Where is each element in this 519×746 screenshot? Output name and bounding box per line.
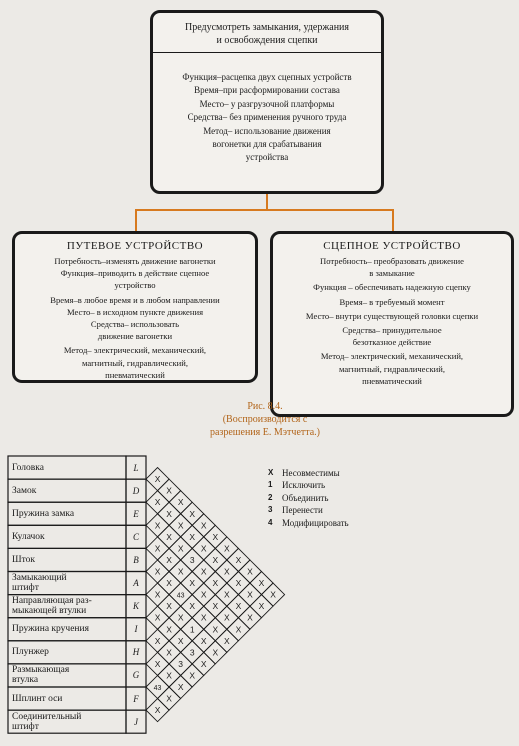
matrix-cell-mark: X: [247, 589, 253, 600]
matrix-row-letter: A: [133, 578, 139, 588]
matrix-cell-mark: X: [189, 578, 196, 589]
matrix-row-letter: D: [132, 485, 140, 496]
matrix-cell-mark: X: [154, 543, 161, 554]
matrix-cell-mark: X: [235, 554, 242, 565]
matrix-cell-mark: 3: [189, 647, 195, 658]
matrix-cell-mark: X: [258, 578, 265, 589]
matrix-cell-mark: X: [200, 635, 207, 646]
coupling-device-details: Потребность– преобразовать движение в замыкание Функция – обеспечивать надежную сцепку Время– в требуемый момент Место– внутри существующей головки сцепки Средства– принудительное безотказное действие Метод– электрический, механический, магнитный, гидравлический, пневматический: [305, 256, 479, 386]
matrix-row-letter: E: [133, 508, 139, 519]
matrix-cell-mark: X: [200, 543, 207, 554]
matrix-cell-mark: X: [247, 566, 253, 577]
matrix-cell-mark: X: [166, 670, 172, 681]
matrix-cell-mark: X: [154, 474, 161, 485]
matrix-row-letter: L: [133, 462, 139, 473]
matrix-cell-mark: X: [177, 612, 184, 623]
figure-caption: Рис. 8.4. (Воспроизводится с разрешения Е. Мэтчетта.): [209, 401, 321, 438]
matrix-row-letter: F: [133, 693, 139, 704]
matrix-cell-mark: 43: [153, 685, 162, 692]
legend-item: X Несовместимы: [268, 468, 340, 478]
matrix-row-label: Плунжер: [12, 647, 49, 658]
matrix-cell-mark: X: [235, 624, 242, 635]
matrix-row-label: Пружина замка: [12, 508, 75, 519]
matrix-cell-mark: 43: [176, 592, 185, 600]
matrix-cell-mark: X: [166, 693, 172, 704]
matrix-cell-mark: X: [154, 589, 161, 600]
matrix-row-label: Головка: [12, 462, 44, 473]
matrix-cell-mark: X: [258, 601, 265, 612]
goal-heading: Предусмотреть замыкания, удержания и освобождения сцепки: [153, 13, 381, 53]
matrix-row-letter: K: [132, 601, 139, 612]
matrix-cell-mark: 3: [178, 658, 184, 669]
matrix-cell-mark: X: [212, 531, 219, 542]
matrix-cell-mark: X: [212, 578, 219, 589]
matrix-row-letter: C: [132, 531, 139, 542]
matrix-cell-mark: 3: [189, 554, 195, 565]
matrix-cell-mark: X: [224, 543, 230, 554]
matrix-cell-mark: X: [154, 612, 161, 623]
matrix-cell-mark: X: [166, 531, 172, 542]
matrix-cell-mark: X: [189, 601, 196, 612]
legend-item: 2 Объединить: [268, 492, 329, 503]
matrix-cell-mark: X: [166, 508, 172, 519]
matrix-row-label: Замыкающий штифт: [12, 573, 67, 593]
matrix-row-letter: G: [132, 670, 140, 681]
matrix-cell-mark: X: [177, 682, 184, 692]
matrix-cell-mark: X: [189, 508, 196, 519]
matrix-cell-mark: X: [212, 624, 219, 635]
matrix-cell-mark: X: [177, 497, 184, 508]
matrix-row-label: Кулачок: [12, 531, 45, 542]
matrix-cell-mark: X: [154, 658, 161, 669]
matrix-row-label: Замок: [12, 485, 37, 496]
matrix-cell-mark: X: [224, 566, 230, 577]
matrix-cell-mark: X: [212, 601, 219, 612]
matrix-cell-mark: X: [247, 612, 253, 623]
matrix-cell-mark: X: [270, 589, 276, 600]
matrix-row-label: Шток: [12, 554, 35, 565]
matrix-cell-mark: X: [200, 658, 207, 669]
matrix-row-label: Пружина кручения: [12, 624, 89, 635]
legend-item: 4 Модифицировать: [268, 517, 349, 528]
matrix-cell-mark: X: [224, 635, 230, 646]
matrix-cell-mark: X: [154, 520, 161, 531]
matrix-cell-mark: X: [154, 497, 161, 508]
matrix-row-letter: I: [134, 624, 138, 635]
legend-item: 1 Исключить: [268, 480, 326, 491]
matrix-cell-mark: X: [177, 543, 184, 554]
matrix-cell-mark: X: [154, 705, 161, 716]
legend-item: 3 Перенести: [268, 505, 323, 516]
matrix-cell-mark: X: [235, 578, 242, 589]
matrix-cell-mark: X: [166, 647, 172, 658]
matrix-cell-mark: 1: [189, 624, 195, 635]
matrix-cell-mark: X: [166, 601, 172, 612]
matrix-cell-mark: X: [166, 578, 172, 589]
matrix-cell-mark: X: [224, 612, 230, 623]
matrix-cell-mark: X: [212, 647, 219, 658]
matrix-row-label: Направляющая раз- мыкающей втулки: [12, 596, 92, 617]
matrix-cell-mark: X: [177, 566, 184, 577]
matrix-cell-mark: X: [154, 566, 161, 577]
matrix-cell-mark: X: [224, 589, 230, 600]
matrix-row-letter: J: [134, 716, 138, 727]
matrix-row-letter: B: [133, 554, 139, 565]
matrix-row-letter: H: [132, 647, 140, 658]
matrix-cell-mark: X: [200, 520, 207, 531]
matrix-cell-mark: X: [154, 635, 161, 646]
matrix-cell-mark: X: [189, 670, 196, 681]
matrix-cell-mark: X: [166, 485, 172, 496]
matrix-row-label: Размыкающая втулка: [12, 665, 70, 686]
matrix-cell-mark: X: [177, 520, 184, 531]
track-device-title: ПУТЕВОЕ УСТРОЙСТВО: [66, 240, 204, 252]
matrix-cell-mark: X: [200, 566, 207, 577]
matrix-cell-mark: X: [166, 624, 172, 635]
matrix-row-label: Шплинт оси: [12, 693, 63, 704]
matrix-row-label: Соединительный штифт: [12, 711, 82, 732]
matrix-cell-mark: X: [212, 554, 219, 565]
matrix-cell-mark: X: [235, 601, 242, 612]
coupling-device-title: СЦЕПНОЕ УСТРОЙСТВО: [323, 240, 461, 252]
matrix-cell-mark: X: [200, 612, 207, 623]
matrix-cell-mark: X: [189, 531, 196, 542]
matrix-cell-mark: X: [200, 589, 207, 600]
goal-details: Функция–расцепка двух сцепных устройств Время–при расформировании состава Место– у разгрузочной платформы Средства– без применения ручного труда Метод– использование движения вогонетки для срабатывания устройства: [182, 72, 352, 163]
matrix-cell-mark: X: [166, 554, 172, 565]
matrix-cell-mark: X: [177, 635, 184, 646]
track-device-details: Потребность–изменять движение вагонетки Функция–приводить в действие сцепное устройство Время–в любое время и в любом направлении Место– в исходном пункте движения Средства– использовать движение вагонетки Метод– электрический, механический, магнитный, гидравлический, пневматический: [50, 256, 220, 380]
